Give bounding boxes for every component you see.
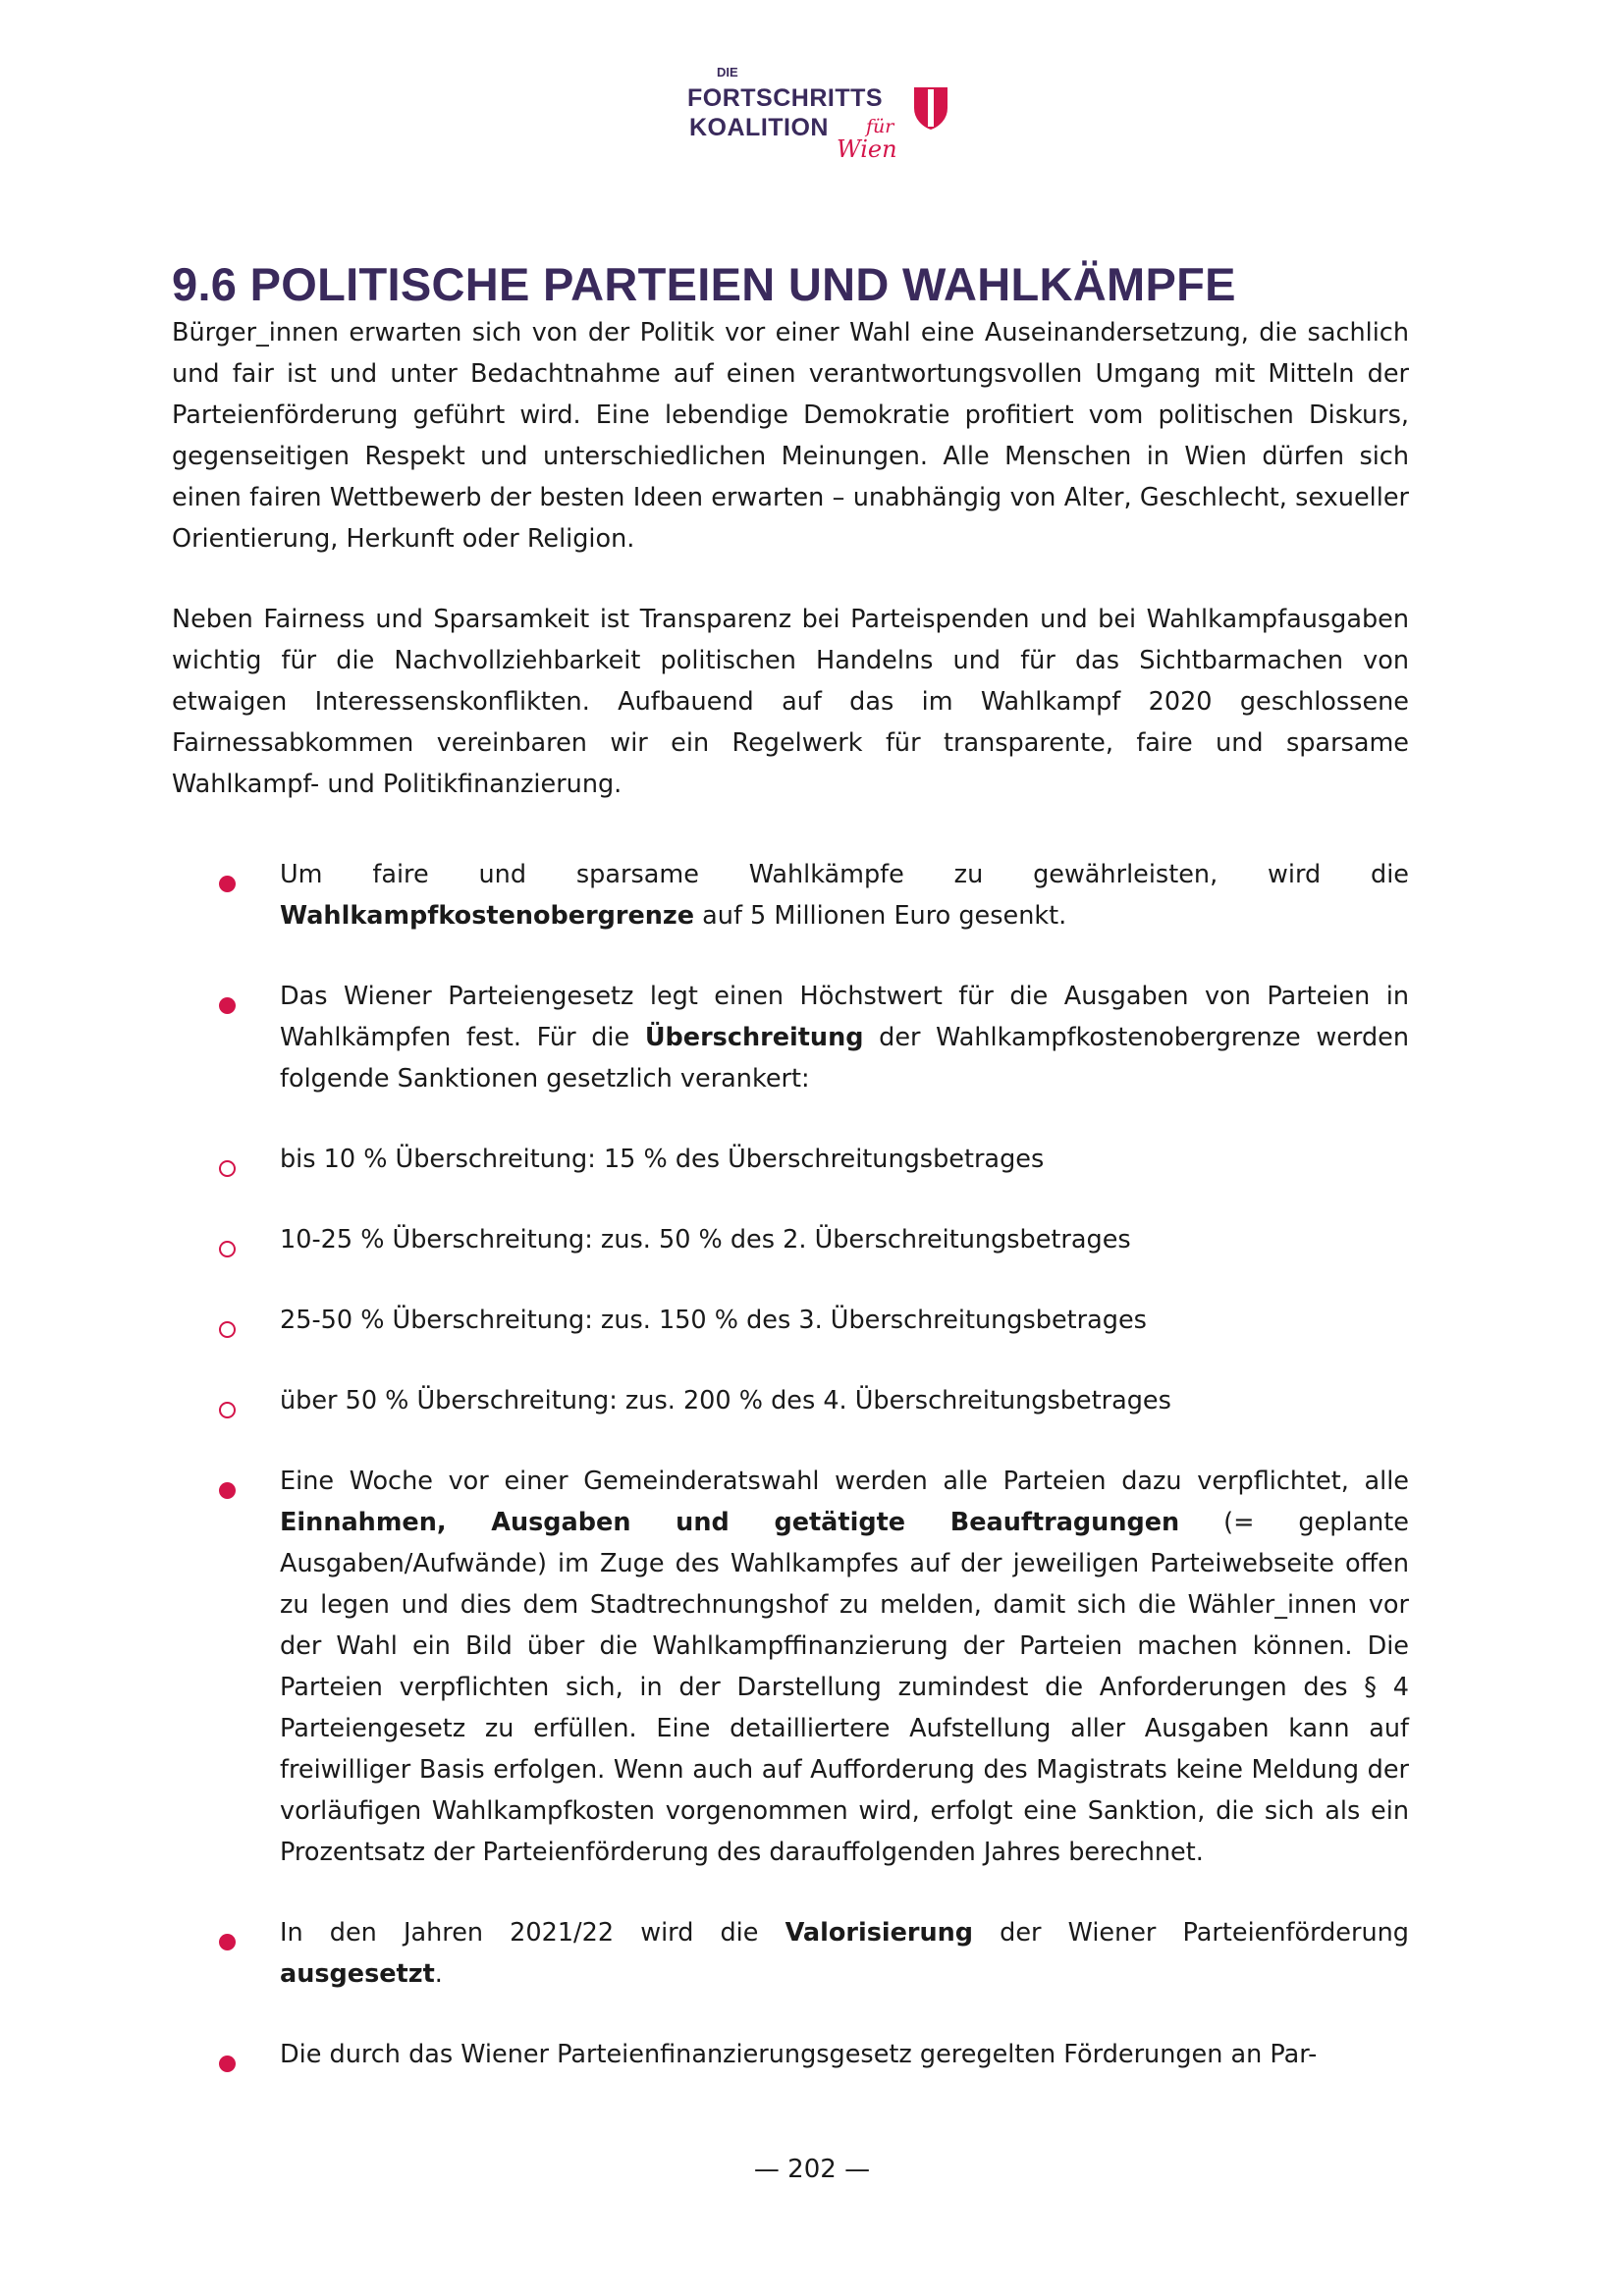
list-item: Eine Woche vor einer Gemeinderatswahl werden alle Parteien dazu verpflichtet, alle Einnahmen, Ausgaben und getätigte Beauftragungen (= geplante Ausgaben/Aufwände) im Zuge des Wahlkampfes auf der jeweiligen Parteiwebseite offen zu legen und dies dem Stadtrechnungshof zu melden, damit sich die Wähler_innen vor der Wahl ein Bild über die Wahlkampffinanzierung der Parteien machen können. Die Parteien verpflichten sich, in der Darstellung zumindest die Anforderungen des § 4 Parteiengesetz zu erfüllen. Eine detailliertere Aufstellung aller Ausgaben kann auf freiwilliger Basis erfolgen. Wenn auch auf Aufforderung des Magistrats keine Meldung der vorläufigen Wahlkampfkosten vorgenommen wird, erfolgt eine Sanktion, die sich als ein Prozentsatz der Parteienförderung des darauffolgenden Jahres berechnet.: [172, 1461, 1409, 1873]
logo: [687, 65, 962, 173]
intro-paragraph: Bürger_innen erwarten sich von der Politik vor einer Wahl eine Auseinandersetzung, die sachlich und fair ist und unter Bedachtnahme auf einen verantwortungsvollen Umgang mit Mitteln der Parteienförderung geführt wird. Eine lebendige Demokratie profitiert vom politischen Diskurs, gegenseitigen Respekt und unterschiedlichen Meinungen. Alle Menschen in Wien dürfen sich einen fairen Wettbewerb der besten Ideen erwarten – unabhängig von Alter, Geschlecht, sexueller Orientierung, Herkunft oder Religion.: [172, 318, 1409, 554]
vienna-shield-icon: [913, 86, 948, 130]
list-item: Die durch das Wiener Parteienfinanzierungsgesetz geregelten Förderungen an Par-: [172, 2034, 1409, 2075]
main-content: [172, 257, 1409, 2114]
hollow-bullet-icon: [219, 1402, 236, 1418]
sub-list-item: bis 10 % Überschreitung: 15 % des Überschreitungsbetrages: [172, 1139, 1409, 1180]
bullet-icon: [219, 997, 236, 1014]
logo-fortschritts: FORTSCHRITTS: [687, 84, 884, 112]
logo-die: DIE: [717, 65, 738, 80]
logo-wien: Wien: [837, 135, 897, 163]
sub-list-item: 10-25 % Überschreitung: zus. 50 % des 2. Überschreitungsbetrages: [172, 1219, 1409, 1260]
hollow-bullet-icon: [219, 1160, 236, 1177]
sub-list-item: über 50 % Überschreitung: zus. 200 % des 4. Überschreitungsbetrages: [172, 1380, 1409, 1421]
list-item: Das Wiener Parteiengesetz legt einen Höchstwert für die Ausgaben von Parteien in Wahlkämpfen fest. Für die Überschreitung der Wahlkampfkostenobergrenze werden folgende Sanktionen gesetzlich verankert:: [172, 976, 1409, 1099]
logo-fuer: für: [866, 116, 894, 137]
measures-list: [172, 854, 1409, 2075]
list-item: In den Jahren 2021/22 wird die Valorisierung der Wiener Parteienförderung ausgesetzt.: [172, 1912, 1409, 1995]
page-number: — 202 —: [753, 2155, 871, 2184]
section-heading: 9.6 POLITISCHE PARTEIEN UND WAHLKÄMPFE: [172, 258, 1236, 310]
sub-list-item: 25-50 % Überschreitung: zus. 150 % des 3. Überschreitungsbetrages: [172, 1300, 1409, 1341]
bullet-icon: [219, 1934, 236, 1950]
logo-koalition: KOALITION: [689, 114, 829, 141]
bullet-icon: [219, 1482, 236, 1499]
hollow-bullet-icon: [219, 1321, 236, 1338]
hollow-bullet-icon: [219, 1241, 236, 1257]
list-item: Um faire und sparsame Wahlkämpfe zu gewährleisten, wird die Wahlkampfkostenobergrenze auf 5 Millionen Euro gesenkt.: [172, 854, 1409, 936]
bullet-icon: [219, 876, 236, 892]
transparency-paragraph: Neben Fairness und Sparsamkeit ist Transparenz bei Parteispenden und bei Wahlkampfausgaben wichtig für die Nachvollziehbarkeit politischen Handelns und für das Sichtbarmachen von etwaigen Interessenskonflikten. Aufbauend auf das im Wahlkampf 2020 geschlossene Fairnessabkommen vereinbaren wir ein Regelwerk für transparente, faire und sparsame Wahlkampf- und Politikfinanzierung.: [172, 605, 1409, 799]
bullet-icon: [219, 2056, 236, 2072]
